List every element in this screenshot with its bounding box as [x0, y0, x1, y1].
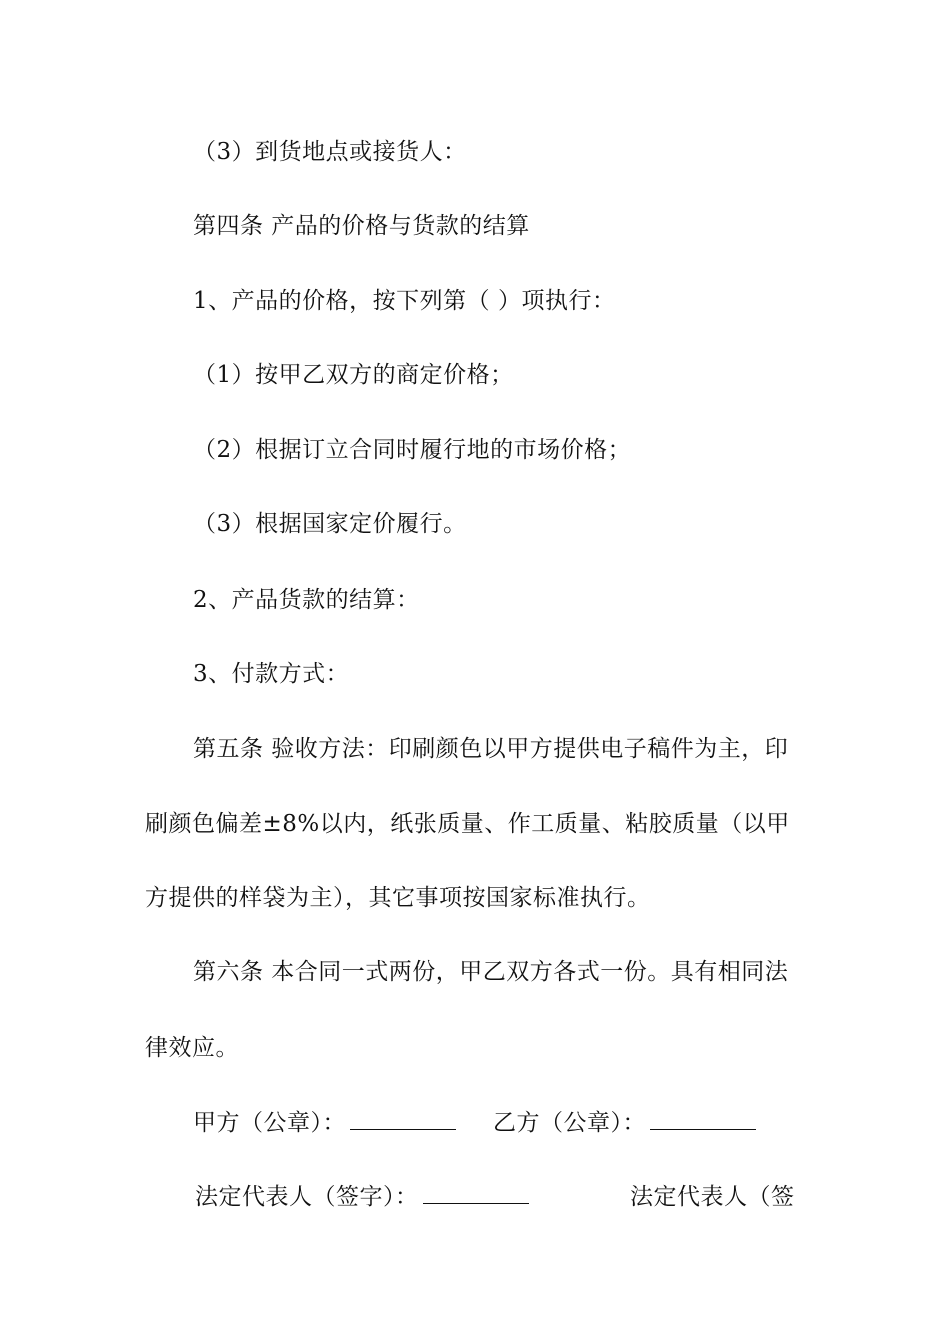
party-a-seal-label: 甲方（公章）： — [193, 1110, 346, 1136]
party-b-rep-label: 法定代表人（签 — [630, 1184, 795, 1210]
article-6-line-1: 第六条 本合同一式两份，甲乙双方各式一份。具有相同法 — [193, 959, 789, 985]
price-clause: 1、产品的价格，按下列第（ ）项执行： — [193, 288, 616, 314]
party-b-rep-field — [630, 1181, 795, 1213]
price-option-1: （1）按甲乙双方的商定价格； — [193, 362, 514, 388]
price-option-2: （2）根据订立合同时履行地的市场价格； — [193, 437, 632, 463]
party-b-seal-blank[interactable] — [650, 1107, 756, 1130]
article-6-line-2: 律效应。 — [145, 1035, 239, 1061]
party-a-rep-label: 法定代表人（签字）： — [195, 1184, 419, 1210]
price-option-3: （3）根据国家定价履行。 — [193, 511, 467, 537]
party-a-seal-blank[interactable] — [350, 1107, 456, 1130]
paragraph-delivery-location: （3）到货地点或接货人： — [193, 139, 467, 165]
article-5-line-2: 刷颜色偏差±8%以内，纸张质量、作工质量、粘胶质量（以甲 — [145, 811, 790, 837]
party-b-seal-field — [493, 1107, 756, 1139]
article-4-heading: 第四条 产品的价格与货款的结算 — [193, 213, 530, 239]
party-b-seal-label: 乙方（公章）： — [493, 1110, 646, 1136]
party-a-rep-blank[interactable] — [423, 1181, 529, 1204]
payment-method-clause: 3、付款方式： — [193, 661, 350, 687]
party-a-rep-field — [195, 1181, 529, 1213]
party-a-seal-field — [193, 1107, 456, 1139]
payment-settlement-clause: 2、产品货款的结算： — [193, 587, 420, 613]
article-5-line-3: 方提供的样袋为主），其它事项按国家标准执行。 — [145, 885, 651, 911]
article-5-line-1: 第五条 验收方法：印刷颜色以甲方提供电子稿件为主，印 — [193, 736, 789, 762]
